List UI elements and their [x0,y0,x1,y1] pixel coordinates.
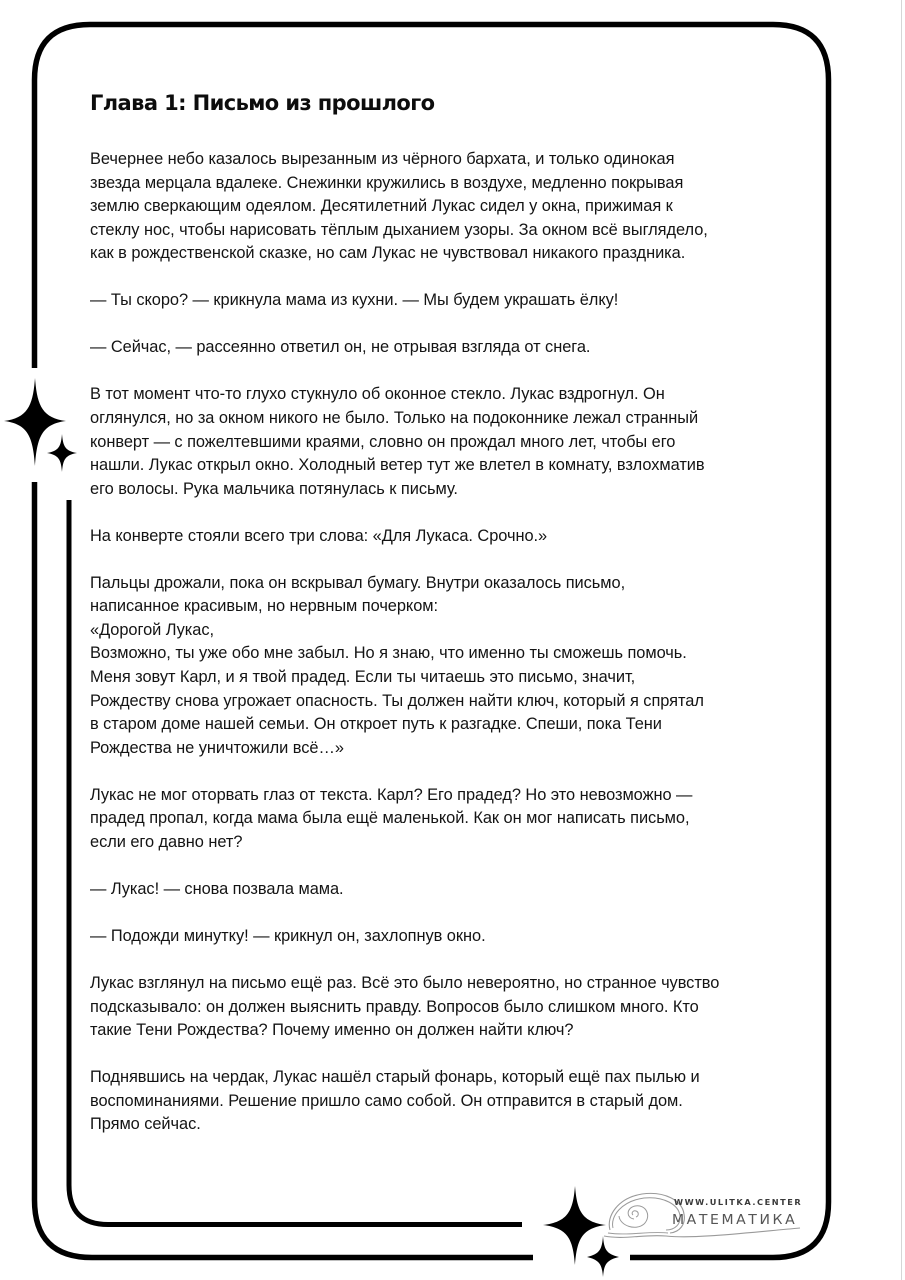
text-line: Лукас не мог оторвать глаз от текста. Карл? Его прадед? Но это невозможно — [90,785,693,804]
text-line: Вечернее небо казалось вырезанным из чёрного бархата, и только одинокая [90,150,675,168]
text-line: землю сверкающим одеялом. Десятилетний Лукас сидел у окна, прижимая к [90,197,673,216]
text-line: Пальцы дрожали, пока он вскрывал бумагу. Внутри оказалось письмо, [90,573,626,592]
paragraph-6-letter [90,572,762,760]
text-line: «Дорогой Лукас, [90,620,214,639]
text-line: такие Тени Рождества? Почему именно он должен найти ключ? [90,1021,574,1040]
brand-logo [604,1186,804,1248]
text-line: оглянулся, но за окном никого не было. Только на подоконнике лежал странный [90,409,699,428]
text-line: Рождества не уничтожили всё…» [90,738,344,757]
paragraph-8 [90,878,762,902]
page-edge [901,0,902,1280]
text-line: Прямо сейчас. [90,1115,201,1134]
text-line: если его давно нет? [90,832,243,851]
text-line: Рождеству снова угрожает опасность. Ты должен найти ключ, который я спрятал [90,691,704,710]
text-line: Лукас взглянул на письмо ещё раз. Всё это было невероятно, но странное чувство [90,974,720,993]
text-line: Поднявшись на чердак, Лукас нашёл старый фонарь, который ещё пах пылью и [90,1068,700,1087]
sparkle-large-left-icon [4,378,66,466]
paragraph-5 [90,525,762,549]
text-line: — Сейчас, — рассеянно ответил он, не отрывая взгляда от снега. [90,338,591,357]
paragraph-4 [90,383,762,501]
paragraph-2 [90,289,762,313]
text-line: нашли. Лукас открыл окно. Холодный ветер тут же влетел в комнату, взлохматив [90,456,705,475]
text-line: как в рождественской сказке, но сам Лукас не чувствовал никакого праздника. [90,244,686,263]
text-line: его волосы. Рука мальчика потянулась к письму. [90,479,458,498]
text-line: прадед пропал, когда мама была ещё маленькой. Как он мог написать письмо, [90,809,690,828]
paragraph-7 [90,784,762,855]
text-line: воспоминаниями. Решение пришло само собой. Он отправится в старый дом. [90,1091,683,1110]
paragraph-10 [90,972,762,1043]
text-line: Меня зовут Карл, и я твой прадед. Если ты читаешь это письмо, значит, [90,668,636,687]
paragraph-3 [90,336,762,360]
text-line: В тот момент что-то глухо стукнуло об оконное стекло. Лукас вздрогнул. Он [90,385,665,404]
text-line: — Лукас! — снова позвала мама. [90,879,344,898]
text-line: конверт — с пожелтевшими краями, словно он прождал много лет, чтобы его [90,432,676,451]
paragraph-11 [90,1066,762,1137]
text-line: стеклу нос, чтобы нарисовать тёплым дыханием узоры. За окном всё выглядело, [90,220,708,239]
text-line: подсказывало: он должен выяснить правду. Вопросов было слишком много. Кто [90,997,699,1016]
chapter-content [90,88,762,1161]
chapter-title: Глава 1: Письмо из прошлого [90,91,435,115]
text-line: написанное красивым, но нервным почерком: [90,597,439,616]
text-line: — Подожди минутку! — крикнул он, захлопнув окно. [90,927,486,946]
brand-url: WWW.ULITKA.CENTER [674,1197,803,1207]
text-line: Возможно, ты уже обо мне забыл. Но я знаю, что именно ты сможешь помочь. [90,644,687,663]
sparkle-large-bottom-icon [543,1186,606,1265]
text-line: звезда мерцала вдалеке. Снежинки кружились в воздухе, медленно покрывая [90,173,684,192]
text-line: На конверте стояли всего три слова: «Для Лукаса. Срочно.» [90,526,548,545]
paragraph-1 [90,148,762,266]
text-line: — Ты скоро? — крикнула мама из кухни. — Мы будем украшать ёлку! [90,291,619,310]
brand-name: МАТЕМАТИКА [672,1212,798,1228]
text-line: в старом доме нашей семьи. Он откроет путь к разгадке. Спеши, пока Тени [90,715,662,734]
sparkle-small-left-icon [47,434,77,472]
paragraph-9 [90,925,762,949]
